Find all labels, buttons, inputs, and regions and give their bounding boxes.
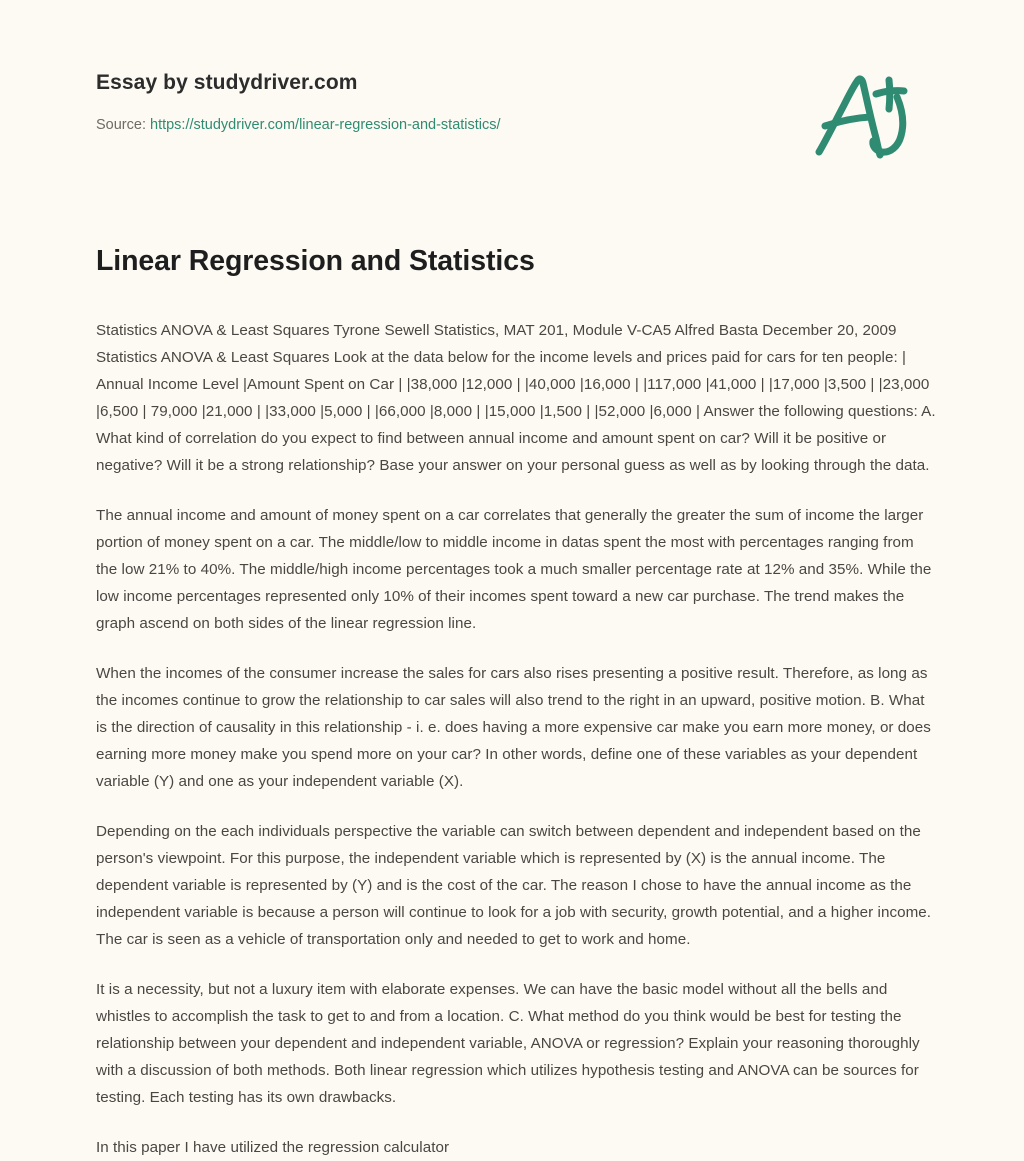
paragraph: Depending on the each individuals perspective the variable can switch between dependent and independent based on the person's viewpoint. For this purpose, the independent variable which is represented by (X) is the annual income. The dependent variable is represented by (Y) and is the cost of the car. The reason I chose to have the annual income as the independent variable is because a person will continue to look for a job with security, growth potential, and a higher income. The car is seen as a vehicle of transportation only and needed to get to work and home. [96,822,932,948]
page-header [0,0,1024,196]
source-url-link[interactable]: https://studydriver.com/linear-regression-and-statistics/ [150,117,501,134]
source-line [96,116,736,135]
brand-block [96,70,736,135]
source-label: Source: [96,117,150,134]
paragraph: In this paper I have utilized the regression calculator [96,1138,450,1156]
page-title: Linear Regression and Statistics [96,245,535,277]
article [96,244,936,1161]
paragraph: It is a necessity, but not a luxury item with elaborate expenses. We can have the basic model without all the bells and whistles to accomplish the task to get to and from a location. C. What method do you think would be best for testing the relationship between your dependent and independent variable, ANOVA or regression? Explain your reasoning thoroughly with a discussion of both methods. Both linear regression which utilizes hypothesis testing and ANOVA can be sources for testing. Each testing has its own drawbacks. [96,980,920,1106]
paragraph: The annual income and amount of money spent on a car correlates that generally the greater the sum of income the larger portion of money spent on a car. The middle/low to middle income in datas spent the most with percentages ranging from the low 21% to 40%. The middle/high income percentages took a much smaller percentage rate at 12% and 35%. While the low income percentages represented only 10% of their incomes spent toward a new car purchase. The trend makes the graph ascend on both sides of the linear regression line. [96,506,932,632]
brand-title: Essay by studydriver.com [96,71,358,94]
a-plus-logo [806,56,926,168]
paragraph: Statistics ANOVA & Least Squares Tyrone Sewell Statistics, MAT 201, Module V-CA5 Alfred Basta December 20, 2009 Statistics ANOVA & Least Squares Look at the data below for the income levels and prices paid for cars for ten people: | Annual Income Level |Amount Spent on Car | |38,000 |12,000 | |40,000 |16,000 | |117,000 |41,000 | |17,000 |3,500 | |23,000 |6,500 | 79,000 |21,000 | |33,000 |5,000 | |66,000 |8,000 | |15,000 |1,500 | |52,000 |6,000 | Answer the following questions: A. What kind of correlation do you expect to find between annual income and amount spent on car? Will it be positive or negative? Will it be a strong relationship? Base your answer on your personal guess as well as by looking through the data. [96,321,936,474]
article-body [96,317,936,1161]
paragraph: When the incomes of the consumer increase the sales for cars also rises presenting a positive result. Therefore, as long as the incomes continue to grow the relationship to car sales will also trend to the right in an upward, positive motion. B. What is the direction of causality in this relationship - i. e. does having a more expensive car make you earn more money, or does earning more money make you spend more on your car? In other words, define one of these variables as your dependent variable (Y) and one as your independent variable (X). [96,664,931,790]
